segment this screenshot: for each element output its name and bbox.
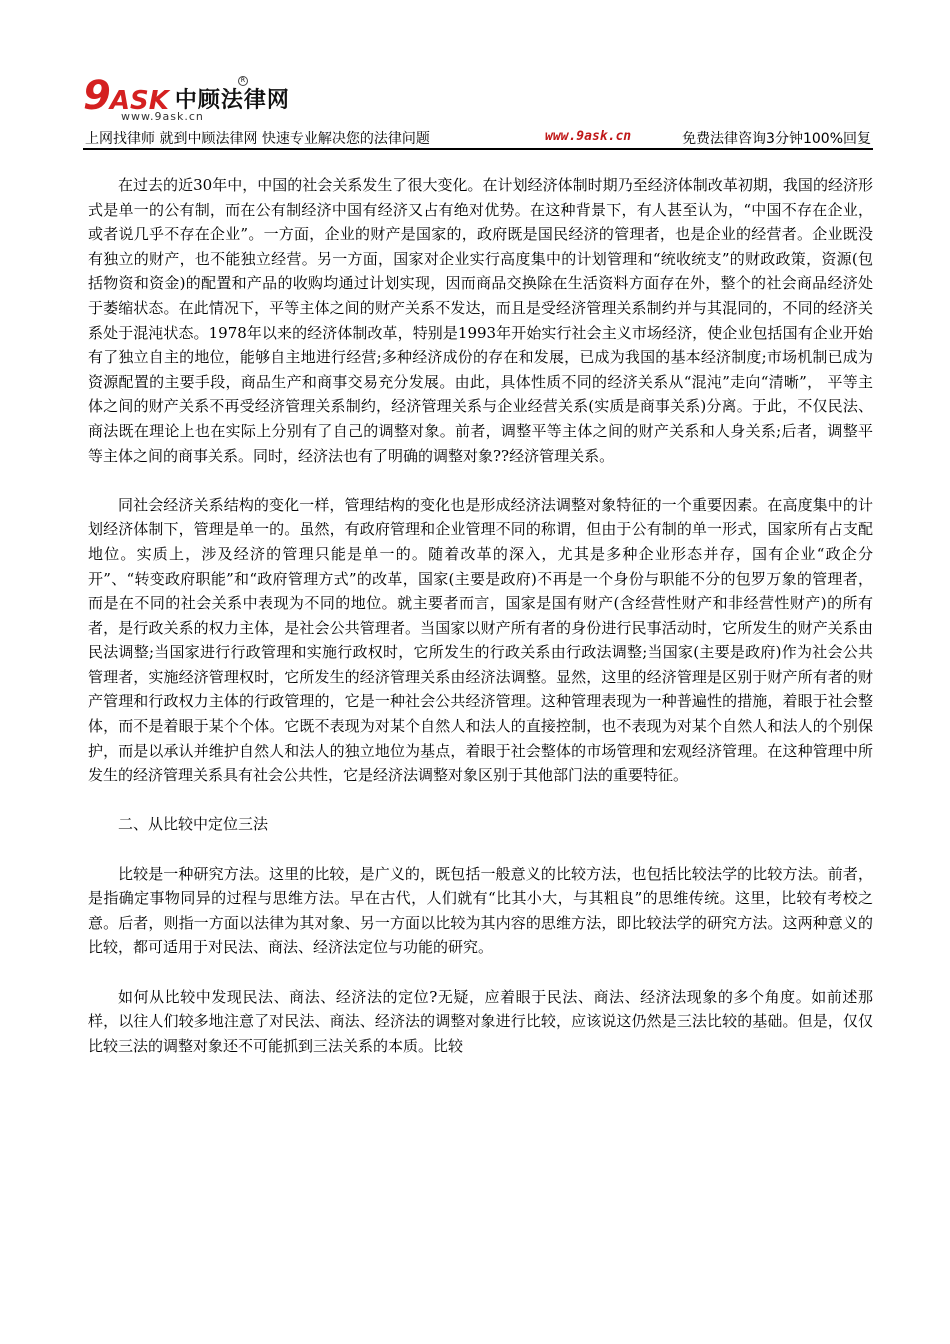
- paragraph-3: 比较是一种研究方法。这里的比较，是广义的，既包括一般意义的比较方法，也包括比较法学的比较方法。前者，是指确定事物同异的过程与思维方法。早在古代，人们就有“比其小大，与其粗良”的思维传统。这里，比较有考校之意。后者，则指一方面以法律为其对象、另一方面以比较为其内容的思维方法，即比较法学的研究方法。这两种意义的比较，都可适用于对民法、商法、经济法定位与功能的研究。: [88, 864, 873, 957]
- logo-brand-text: 中顾法律网: [174, 88, 290, 113]
- slogan-bar: [83, 128, 873, 150]
- section-heading: 二、从比较中定位三法: [118, 815, 269, 834]
- slogan-right: 免费法律咨询3分钟100%回复: [682, 131, 871, 147]
- slogan-left: 上网找律师 就到中顾法律网 快速专业解决您的法律问题: [85, 131, 430, 147]
- logo-url: www.9ask.cn: [121, 110, 204, 123]
- page-header: [83, 72, 873, 152]
- paragraph-1: 在过去的近30年中，中国的社会关系发生了很大变化。在计划经济体制时期乃至经济体制改革初期，我国的经济形式是单一的公有制，而在公有制经济中国有经济又占有绝对优势。在这种背景下，有人甚至认为，“中国不存在企业，或者说几乎不存在企业”。一方面，企业的财产是国家的，政府既是国民经济的管理者，也是企业的经营者。企业既没有独立的财产，也不能独立经营。另一方面，国家对企业实行高度集中的计划管理和“统收统支”的财政政策，资源(包括物资和资金)的配置和产品的收购均通过计划实现，因而商品交换除在生活资料方面存在外，整个的社会商品经济处于萎缩状态。在此情况下，平等主体之间的财产关系不发达，而且是受经济管理关系制约并与其混同的，不同的经济关系处于混沌状态。1978年以来的经济体制改革，特别是1993年开始实行社会主义市场经济，使企业包括国有企业开始有了独立自主的地位，能够自主地进行经营;多种经济成份的存在和发展，已成为我国的基本经济制度;市场机制已成为资源配置的主要手段，商品生产和商事交易充分发展。由此，具体性质不同的经济关系从“混沌”走向“清晰”， 平等主体之间的财产关系不再受经济管理关系制约，经济管理关系与企业经营关系(实质是商事关系)分离。于此，不仅民法、商法既在理论上也在实际上分别有了自己的调整对象。前者，调整平等主体之间的财产关系和人身关系;后者，调整平等主体之间的商事关系。同时，经济法也有了明确的调整对象??经济管理关系。: [88, 176, 873, 465]
- header-divider: [83, 148, 873, 150]
- slogan-url-link[interactable]: www.9ask.cn: [545, 129, 632, 144]
- document-body: [88, 173, 873, 1058]
- paragraph-2: 同社会经济关系结构的变化一样，管理结构的变化也是形成经济法调整对象特征的一个重要因素。在高度集中的计划经济体制下，管理是单一的。虽然，有政府管理和企业管理不同的称谓，但由于公有制的单一形式，国家所有占支配地位。实质上，涉及经济的管理只能是单一的。随着改革的深入，尤其是多种企业形态并存，国有企业“政企分开”、“转变政府职能”和“政府管理方式”的改革，国家(主要是政府)不再是一个身份与职能不分的包罗万象的管理者，而是在不同的社会关系中表现为不同的地位。就主要者而言，国家是国有财产(含经营性财产和非经营性财产)的所有者，是行政关系的权力主体，是社会公共管理者。当国家以财产所有者的身份进行民事活动时，它所发生的财产关系由民法调整;当国家进行行政管理和实施行政权时，它所发生的行政关系由行政法调整;当国家(主要是政府)作为社会公共管理者，实施经济管理权时，它所发生的经济管理关系由经济法调整。显然，这里的经济管理是区别于财产所有者的财产管理和行政权力主体的行政管理的，它是一种社会公共经济管理。这种管理表现为一种普遍性的措施，着眼于社会整体，而不是着眼于某个个体。它既不表现为对某个自然人和法人的直接控制，也不表现为对某个自然人和法人的个别保护，而是以承认并维护自然人和法人的独立地位为基点，着眼于社会整体的市场管理和宏观经济管理。在这种管理中所发生的经济管理关系具有社会公共性，它是经济法调整对象区别于其他部门法的重要特征。: [88, 495, 873, 785]
- logo-ask-text: ASK: [109, 86, 169, 116]
- paragraph-4: 如何从比较中发现民法、商法、经济法的定位?无疑，应着眼于民法、商法、经济法现象的多个角度。如前述那样，以往人们较多地注意了对民法、商法、经济法的调整对象进行比较，应该说这仍然是三法比较的基础。但是，仅仅比较三法的调整对象还不可能抓到三法关系的本质。比较: [88, 987, 873, 1055]
- registered-mark-icon: R: [238, 76, 248, 86]
- logo-mark: 9: [83, 73, 110, 119]
